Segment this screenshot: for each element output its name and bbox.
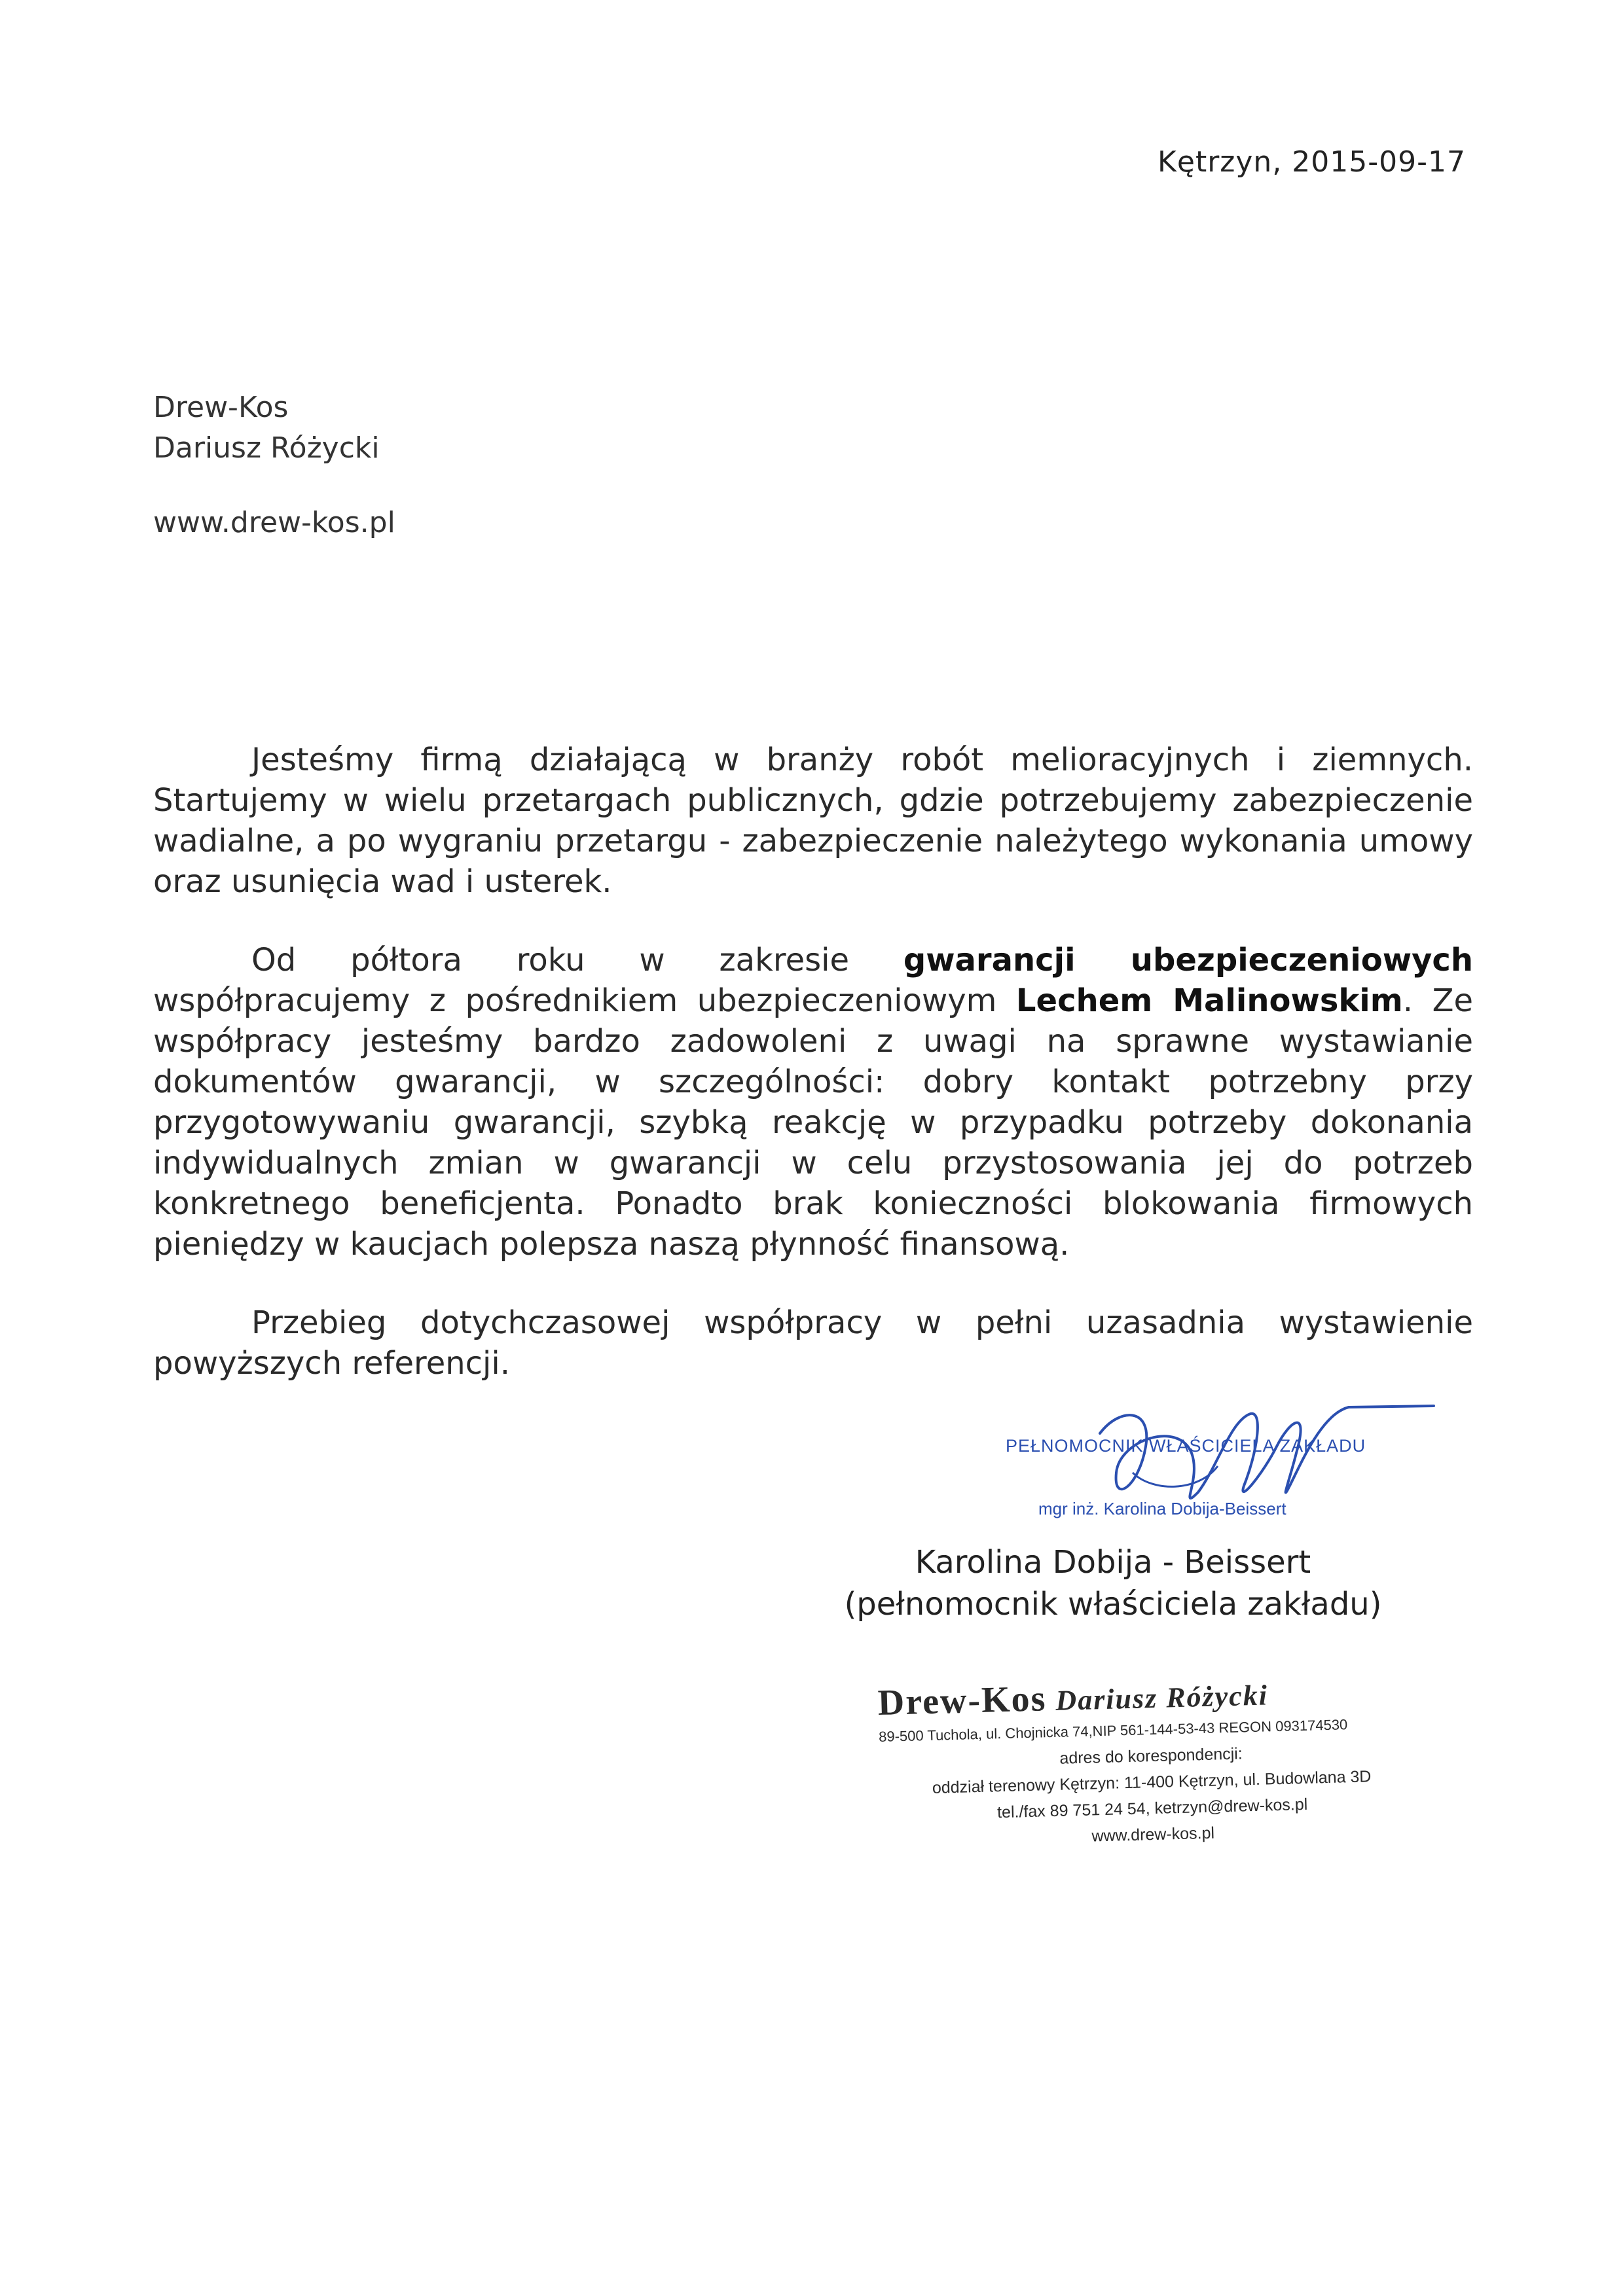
paragraph-2-mid: współpracujemy z pośrednikiem ubezpieczeniowym: [153, 982, 1016, 1019]
place-date: Kętrzyn, 2015-09-17: [1158, 145, 1466, 179]
paragraph-1: Jesteśmy firmą działającą w branży robót melioracyjnych i ziemnych. Startujemy w wielu przetargach publicznych, gdzie potrzebujemy zabezpieczenie wadialne, a po wygraniu przetargu - zabezpieczenie należytego wykonania umowy oraz usunięcia wad i usterek.: [153, 742, 1473, 900]
signature-stamp: [982, 1394, 1453, 1538]
bold-broker-name: Lechem Malinowskim: [1015, 982, 1403, 1019]
recipient-company: Drew-Kos: [153, 391, 289, 424]
company-stamp-owner: Dariusz Różycki: [1055, 1679, 1269, 1717]
paragraph-3: Przebieg dotychczasowej współpracy w pełni uzasadnia wystawienie powyższych referencji.: [153, 1304, 1473, 1382]
signer-name: Karolina Dobija - Beissert: [915, 1544, 1311, 1581]
bold-guarantees: gwarancji ubezpieczeniowych: [903, 942, 1474, 978]
company-stamp-branch: oddział terenowy Kętrzyn: 11-400 Kętrzyn, ul. Budowlana 3D: [932, 1767, 1372, 1797]
signer-role: (pełnomocnik właściciela zakładu): [844, 1586, 1382, 1623]
company-stamp-address: 89-500 Tuchola, ul. Chojnicka 74,NIP 561-144-53-43 REGON 093174530: [878, 1716, 1348, 1745]
stamp-name: mgr inż. Karolina Dobija-Beissert: [1038, 1499, 1286, 1518]
signer-block: [825, 1541, 1401, 1625]
recipient-website: www.drew-kos.pl: [153, 506, 395, 539]
company-stamp-brand: Drew-Kos: [877, 1678, 1048, 1723]
letter-body: [153, 740, 1473, 1422]
recipient-person: Dariusz Różycki: [153, 431, 380, 465]
company-stamp-contact: tel./fax 89 751 24 54, ketrzyn@drew-kos.pl: [996, 1795, 1308, 1822]
paragraph-2-end: . Ze współpracy jesteśmy bardzo zadowoleni z uwagi na sprawne wystawianie dokumentów gwarancji, w szczególności: dobry kontakt potrzebny przy przygotowywaniu gwarancji, szybką reakcję w przypadku potrzeby dokonania indywidualnych zmian w gwarancji w celu przystosowania jej do potrzeb konkretnego beneficjenta. Ponadto brak konieczności blokowania firmowych pieniędzy w kaucjach polepsza naszą płynność finansową.: [153, 982, 1474, 1263]
recipient-block: [153, 387, 395, 543]
stamp-title: PEŁNOMOCNIK WŁAŚCICIELA ZAKŁADU: [1006, 1436, 1366, 1456]
paragraph-2: [153, 940, 1473, 1265]
company-stamp-website: www.drew-kos.pl: [1091, 1823, 1215, 1846]
handwritten-signature: [982, 1394, 1453, 1538]
paragraph-2-start: Od półtora roku w zakresie: [251, 942, 903, 978]
company-stamp: [877, 1668, 1425, 1855]
company-stamp-correspondence: adres do korespondencji:: [1059, 1744, 1243, 1768]
